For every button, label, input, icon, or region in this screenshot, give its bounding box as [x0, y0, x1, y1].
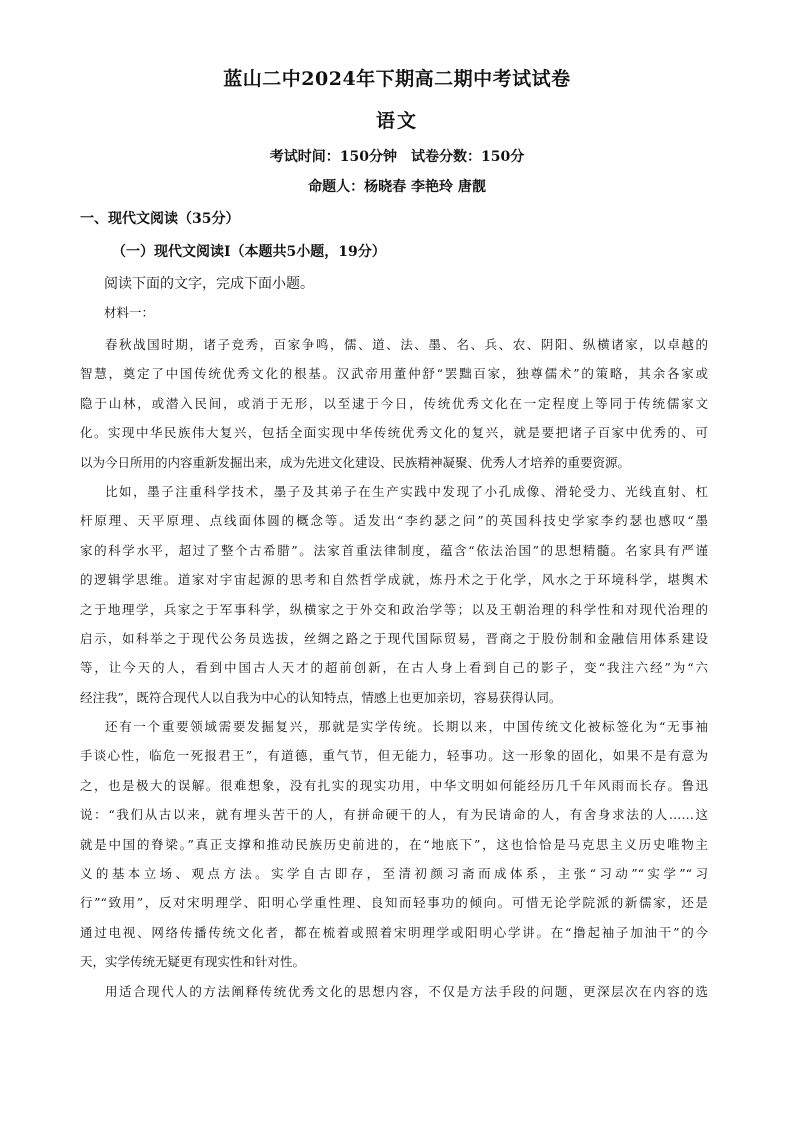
passage-line: 说：“我们从古以来，就有埋头苦干的人，有拼命硬干的人，有为民请命的人，有舍身求法的人……这 — [80, 807, 708, 823]
passage-line: 启示，如科举之于现代公务员选拔，丝绸之路之于现代国际贸易，晋商之于股份制和金融信用体系建设 — [80, 630, 708, 646]
passage-line: 家的科学水平，超过了整个古希腊”。法家首重法律制度，蕴含“依法治国”的思想精髓。名家具有严谨 — [80, 542, 708, 558]
passage-line: 智慧，奠定了中国传统优秀文化的根基。汉武帝用董仲舒“罢黜百家，独尊儒术”的策略，其余各家或 — [80, 366, 708, 382]
passage-line: 杆原理、天平原理、点线面体圆的概念等。适发出“李约瑟之问”的英国科技史学家李约瑟也感叹“墨 — [80, 513, 708, 529]
passage-line: 的逻辑学思维。道家对宇宙起源的思考和自然哲学成就，炼丹术之于化学，风水之于环境科学，堪舆术 — [80, 572, 708, 588]
passage-line: 用适合现代人的方法阐释传统优秀文化的思想内容，不仅是方法手段的问题，更深层次在内容的选 — [105, 983, 708, 999]
passage-line: 以为今日所用的内容重新发掘出来，成为先进文化建设、民族精神凝聚、优秀人才培养的重要资源。 — [80, 454, 631, 470]
passage-line: 等，让今天的人，看到中国古人天才的超前创新，在古人身上看到自己的影子，变“我注六经”为“六 — [80, 660, 708, 676]
instruction-text: 阅读下面的文字，完成下面小题。 — [104, 276, 314, 292]
subject-title: 语文 — [375, 110, 418, 132]
exam-info: 考试时间：150分钟 试卷分数：150分 — [269, 149, 525, 165]
passage-line: 之，也是极大的误解。很难想象，没有扎实的现实功用，中华文明如何能经历几千年风雨而长存。鲁迅 — [80, 777, 708, 793]
section-heading: 一、现代文阅读（35分） — [80, 211, 240, 227]
passage-line: 义的基本立场、观点方法。实学自古即存，至清初颜习斋而成体系，主张“习动”“实学”“习 — [80, 866, 708, 882]
passage-line: 通过电视、网络传播传统文化者，都在梳着或照着宋明理学或阳明心学讲。在“撸起袖子加油干”的今 — [80, 924, 708, 940]
passage-line: 隐于山林，或潜入民间，或消于无形，以至逮于今日，传统优秀文化在一定程度上等同于传统儒家文 — [80, 395, 708, 411]
passage-line: 之于地理学，兵家之于军事科学，纵横家之于外交和政治学等；以及王朝治理的科学性和对现代治理的 — [80, 601, 708, 617]
passage-line: 就是中国的脊梁。”真正支撑和推动民族历史前进的，在“地底下”，这也恰恰是马克思主义历史唯物主 — [80, 836, 708, 852]
material-label: 材料一： — [104, 305, 155, 320]
passage-line: 行”“致用”，反对宋明理学、阳明心学重性理、良知而轻事功的倾向。可惜无论学院派的新儒家，还是 — [80, 895, 708, 911]
subsection-heading: （一）现代文阅读Ⅰ（本题共5小题，19分） — [112, 244, 386, 260]
passage-line: 天，实学传统无疑更有现实性和针对性。 — [80, 954, 306, 970]
exam-title: 蓝山二中2024年下期高二期中考试试卷 — [223, 68, 571, 90]
passage-line: 手谈心性，临危一死报君王”，有道德，重气节，但无能力，轻事功。这一形象的固化，如果不是有意为 — [80, 748, 708, 764]
passage-line: 比如，墨子注重科学技术，墨子及其弟子在生产实践中发现了小孔成像、滑轮受力、光线直射、杠 — [105, 483, 708, 499]
passage-line: 化。实现中华民族伟大复兴，包括全面实现中华传统优秀文化的复兴，就是要把诸子百家中优秀的、可 — [80, 425, 708, 441]
passage-line: 经注我”，既符合现代人以自我为中心的认知特点，情感上也更加亲切，容易获得认同。 — [80, 689, 562, 705]
passage-line: 还有一个重要领域需要发掘复兴，那就是实学传统。长期以来，中国传统文化被标签化为“无事袖 — [105, 719, 708, 735]
passage-text — [80, 330, 708, 1006]
passage-line: 春秋战国时期，诸子竞秀，百家争鸣，儒、道、法、墨、名、兵、农、阴阳、纵横诸家，以卓越的 — [105, 337, 708, 352]
exam-authors: 命题人：杨晓春 李艳玲 唐靓 — [308, 179, 486, 195]
